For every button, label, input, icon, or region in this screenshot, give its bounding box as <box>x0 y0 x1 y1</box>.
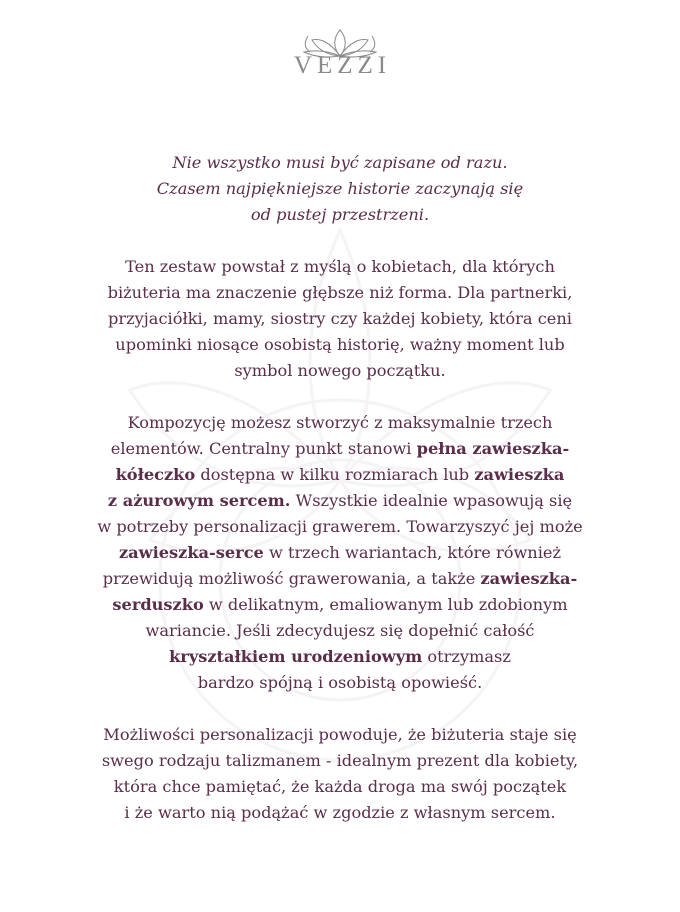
product-name: zawieszka <box>474 465 565 484</box>
paragraph-line: bardzo spójną i osobistą opowieść. <box>197 673 483 692</box>
brand-logo <box>0 28 680 80</box>
product-name: zawieszka- <box>480 569 578 588</box>
logo-text: VEZZI <box>293 52 392 79</box>
product-name: zawieszka-serce <box>118 543 264 562</box>
paragraph-line: w potrzeby personalizacji grawerem. Towarzyszyć jej może <box>97 517 583 536</box>
paragraph-line <box>60 436 620 462</box>
text-run: w delikatnym, emaliowanym lub zdobionym <box>203 595 568 614</box>
paragraph-line: symbol nowego początku. <box>234 361 446 380</box>
product-name: kółeczko <box>115 465 196 484</box>
text-run: przewidują możliwość grawerowania, a także <box>102 569 481 588</box>
paragraph-3 <box>60 722 620 826</box>
paragraph-line: która chce pamiętać, że każda droga ma swój początek <box>113 777 567 796</box>
paragraph-line: biżuteria ma znaczenie głębsze niż forma. Dla partnerki, <box>107 283 573 302</box>
intro-line: od pustej przestrzeni. <box>250 205 430 224</box>
description-text <box>60 150 620 852</box>
paragraph-line <box>60 488 620 514</box>
paragraph-line: Ten zestaw powstał z myślą o kobietach, dla których <box>125 257 555 276</box>
paragraph-1 <box>60 254 620 384</box>
paragraph-line <box>60 462 620 488</box>
paragraph-line: wariancie. Jeśli zdecydujesz się dopełnić całość <box>145 621 535 640</box>
paragraph-line: upominki niosące osobistą historię, ważny moment lub <box>115 335 565 354</box>
product-name: z ażurowym sercem. <box>107 491 291 510</box>
paragraph-line <box>60 644 620 670</box>
product-name: serduszko <box>112 595 204 614</box>
paragraph-line <box>60 566 620 592</box>
intro-paragraph <box>60 150 620 228</box>
paragraph-2 <box>60 410 620 696</box>
paragraph-line <box>60 592 620 618</box>
paragraph-line: Kompozycję możesz stworzyć z maksymalnie trzech <box>127 413 553 432</box>
paragraph-line: przyjaciółki, mamy, siostry czy każdej kobiety, która ceni <box>108 309 572 328</box>
paragraph-line: i że warto nią podążać w zgodzie z własnym sercem. <box>124 803 556 822</box>
product-name: pełna zawieszka- <box>416 439 570 458</box>
text-run: w trzech wariantach, które również <box>263 543 562 562</box>
text-run: otrzymasz <box>422 647 511 666</box>
paragraph-line: Możliwości personalizacji powoduje, że biżuteria staje się <box>103 725 577 744</box>
paragraph-line: swego rodzaju talizmanem - idealnym prezent dla kobiety, <box>101 751 579 770</box>
intro-line: Nie wszystko musi być zapisane od razu. <box>172 153 508 172</box>
paragraph-line <box>60 540 620 566</box>
text-run: dostępna w kilku rozmiarach lub <box>195 465 475 484</box>
text-run: elementów. Centralny punkt stanowi <box>110 439 417 458</box>
product-name: kryształkiem urodzeniowym <box>169 647 423 666</box>
text-run: Wszystkie idealnie wpasowują się <box>290 491 573 510</box>
intro-line: Czasem najpiękniejsze historie zaczynają się <box>156 179 524 198</box>
